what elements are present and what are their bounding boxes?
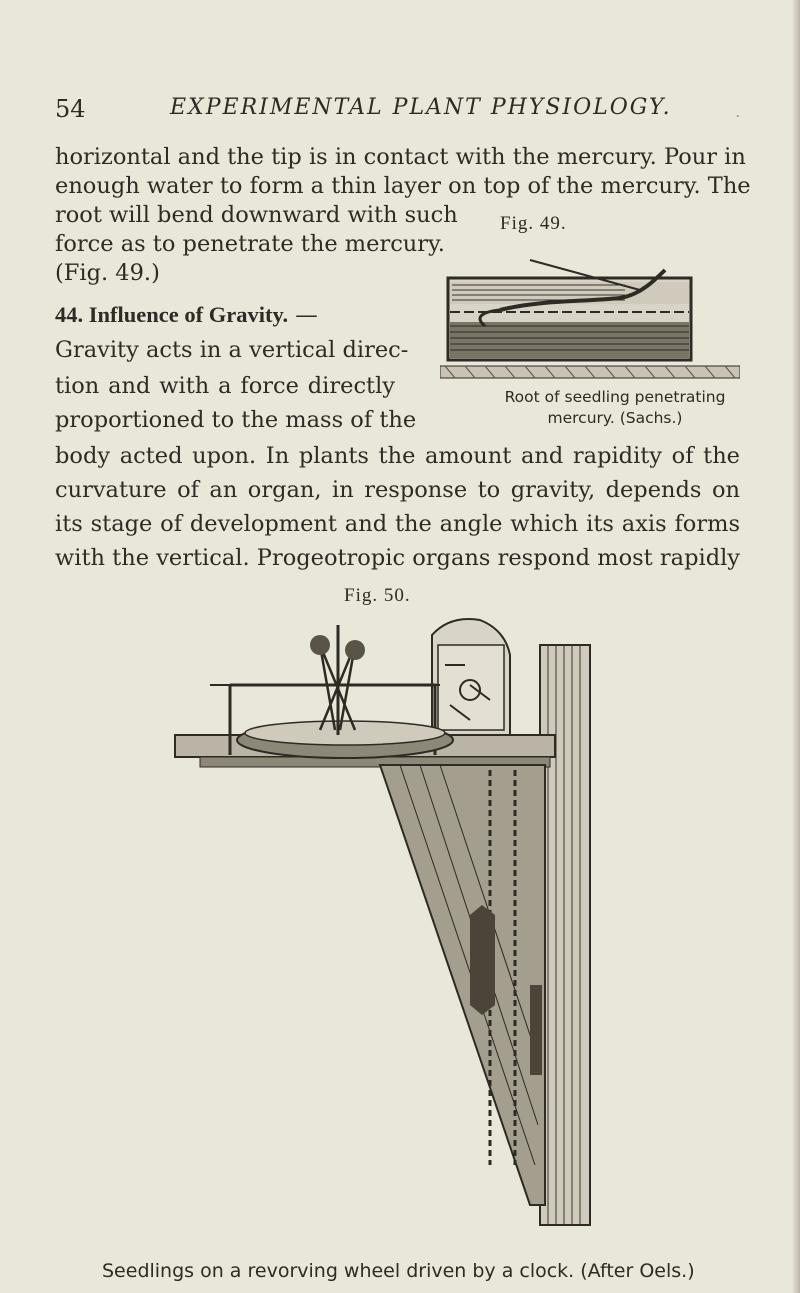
fig49-label: Fig. 49. — [500, 213, 567, 234]
body-line-12: its stage of development and the angle which its axis forms — [55, 511, 740, 537]
header-mark: . — [735, 105, 740, 121]
body-line-5: (Fig. 49.) — [55, 260, 160, 286]
page-header — [55, 95, 740, 135]
fig50-illustration — [170, 605, 620, 1250]
body-line-11: curvature of an organ, in response to gravity, depends on — [55, 477, 740, 503]
page-edge — [792, 0, 800, 1293]
body-line-9: proportioned to the mass of the — [55, 407, 417, 433]
section-heading: 44. Influence of Gravity. — [55, 302, 289, 327]
running-head: EXPERIMENTAL PLANT PHYSIOLOGY. — [170, 95, 672, 120]
page-number: 54 — [55, 95, 86, 123]
body-line-2: enough water to form a thin layer on top of the mercury. The — [55, 173, 751, 199]
fig50-label: Fig. 50. — [344, 585, 411, 606]
section-heading-line — [55, 300, 318, 330]
fig49-caption-line-2: mercury. (Sachs.) — [547, 409, 683, 427]
body-line-4: force as to penetrate the mercury. — [55, 231, 445, 257]
fig49-caption-line-1: Root of seedling penetrating — [504, 388, 726, 406]
body-line-13: with the vertical. Progeotropic organs respond most rapidly — [55, 545, 740, 571]
body-line-3: root will bend downward with such — [55, 202, 458, 228]
body-line-10: body acted upon. In plants the amount and rapidity of the — [55, 443, 740, 469]
fig49-caption — [480, 387, 750, 429]
fig49-illustration — [440, 240, 740, 385]
section-heading-dash: — — [288, 302, 318, 328]
body-line-7: Gravity acts in a vertical direc- — [55, 337, 409, 363]
body-line-8: tion and with a force directly — [55, 373, 395, 399]
body-line-1: horizontal and the tip is in contact with the mercury. Pour in — [55, 144, 746, 170]
fig50-caption: Seedlings on a revorving wheel driven by a clock. (After Oels.) — [102, 1260, 695, 1282]
